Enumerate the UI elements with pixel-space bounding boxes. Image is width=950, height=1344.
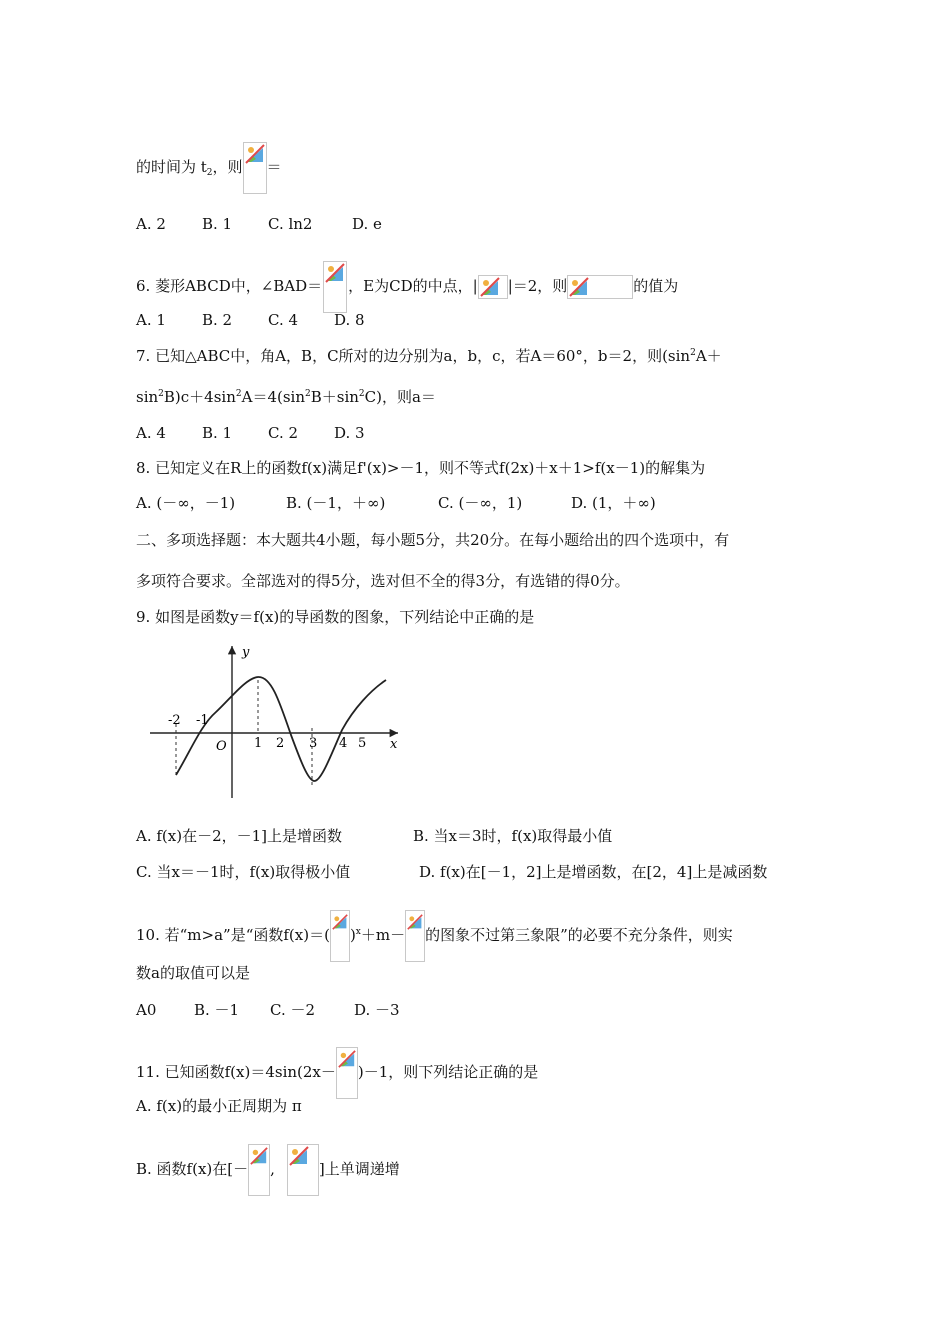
q10-option-a[interactable]: A0 <box>136 1001 157 1019</box>
q10-stem-line2: 数a的取值可以是 <box>136 964 250 982</box>
q11-stem: 11. 已知函数f(x)＝4sin(2x－ )－1，则下列结论正确的是 <box>136 1047 538 1099</box>
derivative-curve <box>176 677 386 781</box>
q6-option-d[interactable]: D. 8 <box>334 311 365 329</box>
tick-label-5: 5 <box>358 736 367 751</box>
broken-image-icon <box>567 275 633 299</box>
section2-heading-line1: 二、多项选择题：本大题共4小题，每小题5分，共20分。在每小题给出的四个选项中，有 <box>136 531 730 549</box>
q8-option-b[interactable]: B. (－1，＋∞) <box>286 494 386 512</box>
q9-option-c[interactable]: C. 当x＝－1时，f(x)取得极小值 <box>136 863 351 881</box>
q7-option-b[interactable]: B. 1 <box>202 424 233 442</box>
x-axis-label: x <box>390 737 398 752</box>
tick-label-3: 3 <box>309 736 318 751</box>
tick-label-1: 1 <box>254 736 263 751</box>
q7-stem-line2: $\sin^2B)c+4\sin^2A=4(\sin^2B+\sin^2C)$，则a＝ <box>136 388 436 406</box>
q8-option-a[interactable]: A. (－∞，－1) <box>136 494 236 512</box>
q10-option-c[interactable]: C. －2 <box>270 1001 316 1019</box>
q11-option-a[interactable]: A. f(x)的最小正周期为 π <box>136 1097 302 1115</box>
q7-options <box>136 423 365 443</box>
q6-option-b[interactable]: B. 2 <box>202 311 233 329</box>
derivative-graph <box>146 640 406 800</box>
q9-option-a[interactable]: A. f(x)在－2，－1]上是增函数 <box>136 827 343 845</box>
broken-image-icon <box>287 1144 319 1196</box>
y-axis-label: y <box>242 645 250 660</box>
q7-stem-line1: 7. 已知△ABC中，角A，B，C所对的边分别为a，b，c，若A＝60°，b＝2，则($\sin^2A+$ <box>136 347 722 365</box>
q5-option-a[interactable]: A. 2 <box>136 215 166 233</box>
q7-option-a[interactable]: A. 4 <box>136 424 166 442</box>
q11-option-b[interactable]: B. 函数f(x)在[－ , ]上单调递增 <box>136 1144 400 1196</box>
q9-option-b[interactable]: B. 当x＝3时，f(x)取得最小值 <box>413 827 613 845</box>
q5-option-b[interactable]: B. 1 <box>202 215 233 233</box>
broken-image-icon <box>323 261 347 313</box>
origin-label: O <box>216 739 227 754</box>
q6-option-c[interactable]: C. 4 <box>268 311 299 329</box>
q9-options-row1 <box>136 826 612 846</box>
q9-stem: 9. 如图是函数y＝f(x)的导函数的图象，下列结论中正确的是 <box>136 608 535 626</box>
q7-option-c[interactable]: C. 2 <box>268 424 299 442</box>
broken-image-icon <box>336 1047 358 1099</box>
q9-options-row2 <box>136 862 767 882</box>
tick-label-minus2: -2 <box>168 713 181 728</box>
broken-image-icon <box>248 1144 270 1196</box>
q7-option-d[interactable]: D. 3 <box>334 424 365 442</box>
section2-heading-line2: 多项符合要求。全部选对的得5分，选对但不全的得3分，有选错的得0分。 <box>136 572 630 590</box>
q10-stem-line1: 10. 若“m>a”是“函数f(x)＝( )$^x$＋m－ 的图象不过第三象限”的必要不充分条件，则实 <box>136 910 733 962</box>
q8-option-d[interactable]: D. (1，＋∞) <box>571 494 656 512</box>
q8-stem: 8. 已知定义在R上的函数f(x)满足f'(x)>－1，则不等式f(2x)＋x＋1>f(x－1)的解集为 <box>136 459 706 477</box>
q5-option-d[interactable]: D. e <box>352 215 382 233</box>
q6-stem: 6. 菱形ABCD中，∠BAD＝ ，E为CD的中点，| |＝2，则 的值为 <box>136 261 678 313</box>
q6-option-a[interactable]: A. 1 <box>136 311 166 329</box>
broken-image-icon <box>243 142 267 194</box>
q5-tail-line: 的时间为 $t_2$，则 ＝ <box>136 142 282 194</box>
q9-option-d[interactable]: D. f(x)在[－1，2]上是增函数，在[2，4]上是减函数 <box>419 863 768 881</box>
q8-options <box>136 493 656 513</box>
tick-label-2: 2 <box>276 736 285 751</box>
broken-image-icon <box>478 275 508 299</box>
q10-option-d[interactable]: D. －3 <box>354 1001 400 1019</box>
tick-label-minus1: -1 <box>196 713 209 728</box>
broken-image-icon <box>330 910 350 962</box>
q5-option-c[interactable]: C. ln2 <box>268 215 313 233</box>
broken-image-icon <box>405 910 425 962</box>
q8-option-c[interactable]: C. (－∞，1) <box>438 494 523 512</box>
q6-options <box>136 310 365 330</box>
q5-options <box>136 214 382 234</box>
q10-options <box>136 1000 400 1020</box>
q10-option-b[interactable]: B. －1 <box>194 1001 240 1019</box>
tick-label-4: 4 <box>339 736 348 751</box>
